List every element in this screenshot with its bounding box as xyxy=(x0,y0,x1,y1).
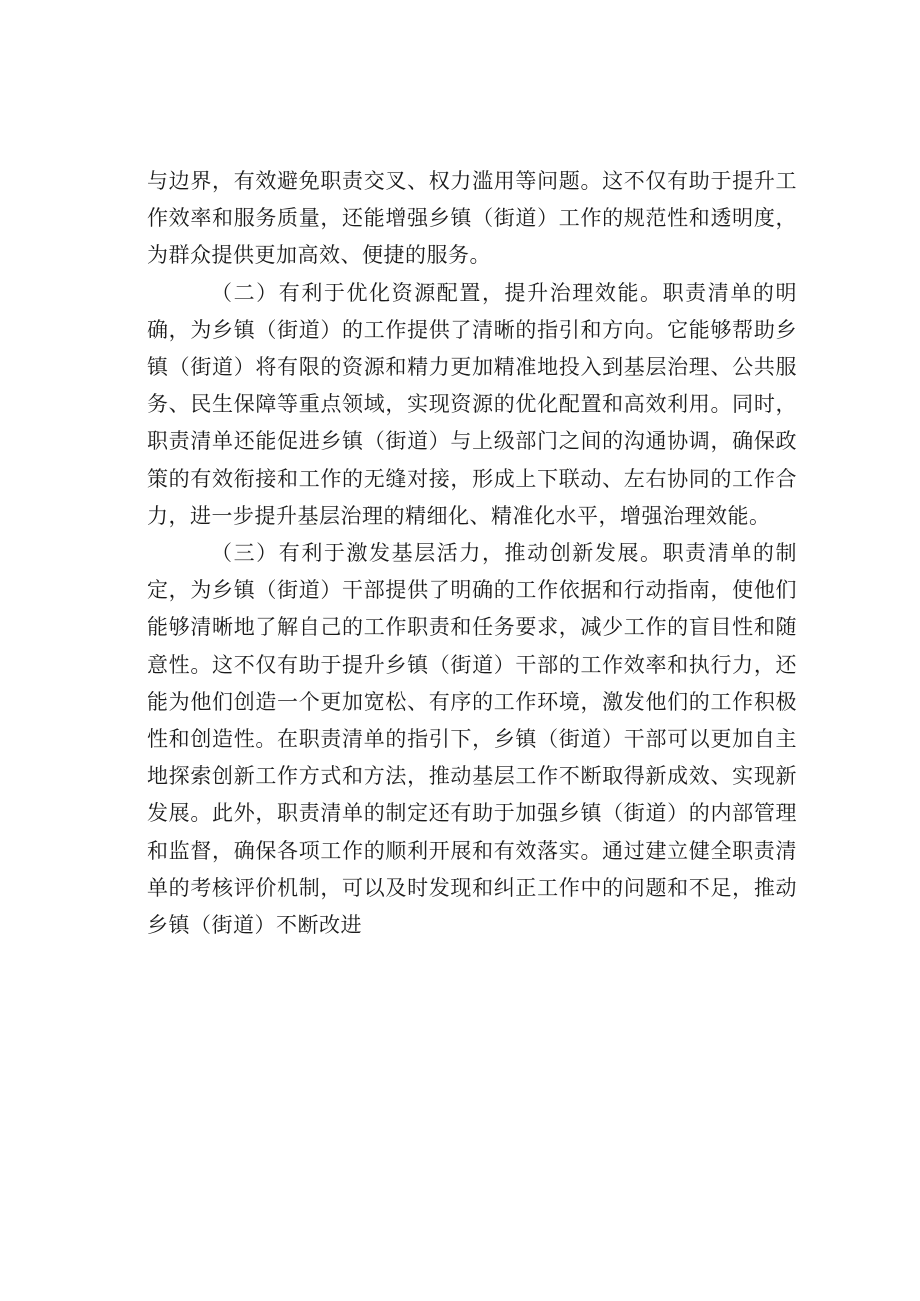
paragraph-continuation: 与边界，有效避免职责交叉、权力滥用等问题。这不仅有助于提升工作效率和服务质量，还能增强乡镇（街道）工作的规范性和透明度，为群众提供更加高效、便捷的服务。 xyxy=(147,169,797,268)
paragraph-section-two: （二）有利于优化资源配置，提升治理效能。职责清单的明确，为乡镇（街道）的工作提供了清晰的指引和方向。它能够帮助乡镇（街道）将有限的资源和精力更加精准地投入到基层治理、公共服务、民生保障等重点领域，实现资源的优化配置和高效利用。同时，职责清单还能促进乡镇（街道）与上级部门之间的沟通协调，确保政策的有效衔接和工作的无缝对接，形成上下联动、左右协同的工作合力，进一步提升基层治理的精细化、精准化水平，增强治理效能。 xyxy=(147,280,797,528)
body-text xyxy=(147,163,797,944)
paragraph-section-three: （三）有利于激发基层活力，推动创新发展。职责清单的制定，为乡镇（街道）干部提供了明确的工作依据和行动指南，使他们能够清晰地了解自己的工作职责和任务要求，减少工作的盲目性和随意性。这不仅有助于提升乡镇（街道）干部的工作效率和执行力，还能为他们创造一个更加宽松、有序的工作环境，激发他们的工作积极性和创造性。在职责清单的指引下，乡镇（街道）干部可以更加自主地探索创新工作方式和方法，推动基层工作不断取得新成效、实现新发展。此外，职责清单的制定还有助于加强乡镇（街道）的内部管理和监督，确保各项工作的顺利开展和有效落实。通过建立健全职责清单的考核评价机制，可以及时发现和纠正工作中的问题和不足，推动乡镇（街道）不断改进 xyxy=(147,541,797,938)
